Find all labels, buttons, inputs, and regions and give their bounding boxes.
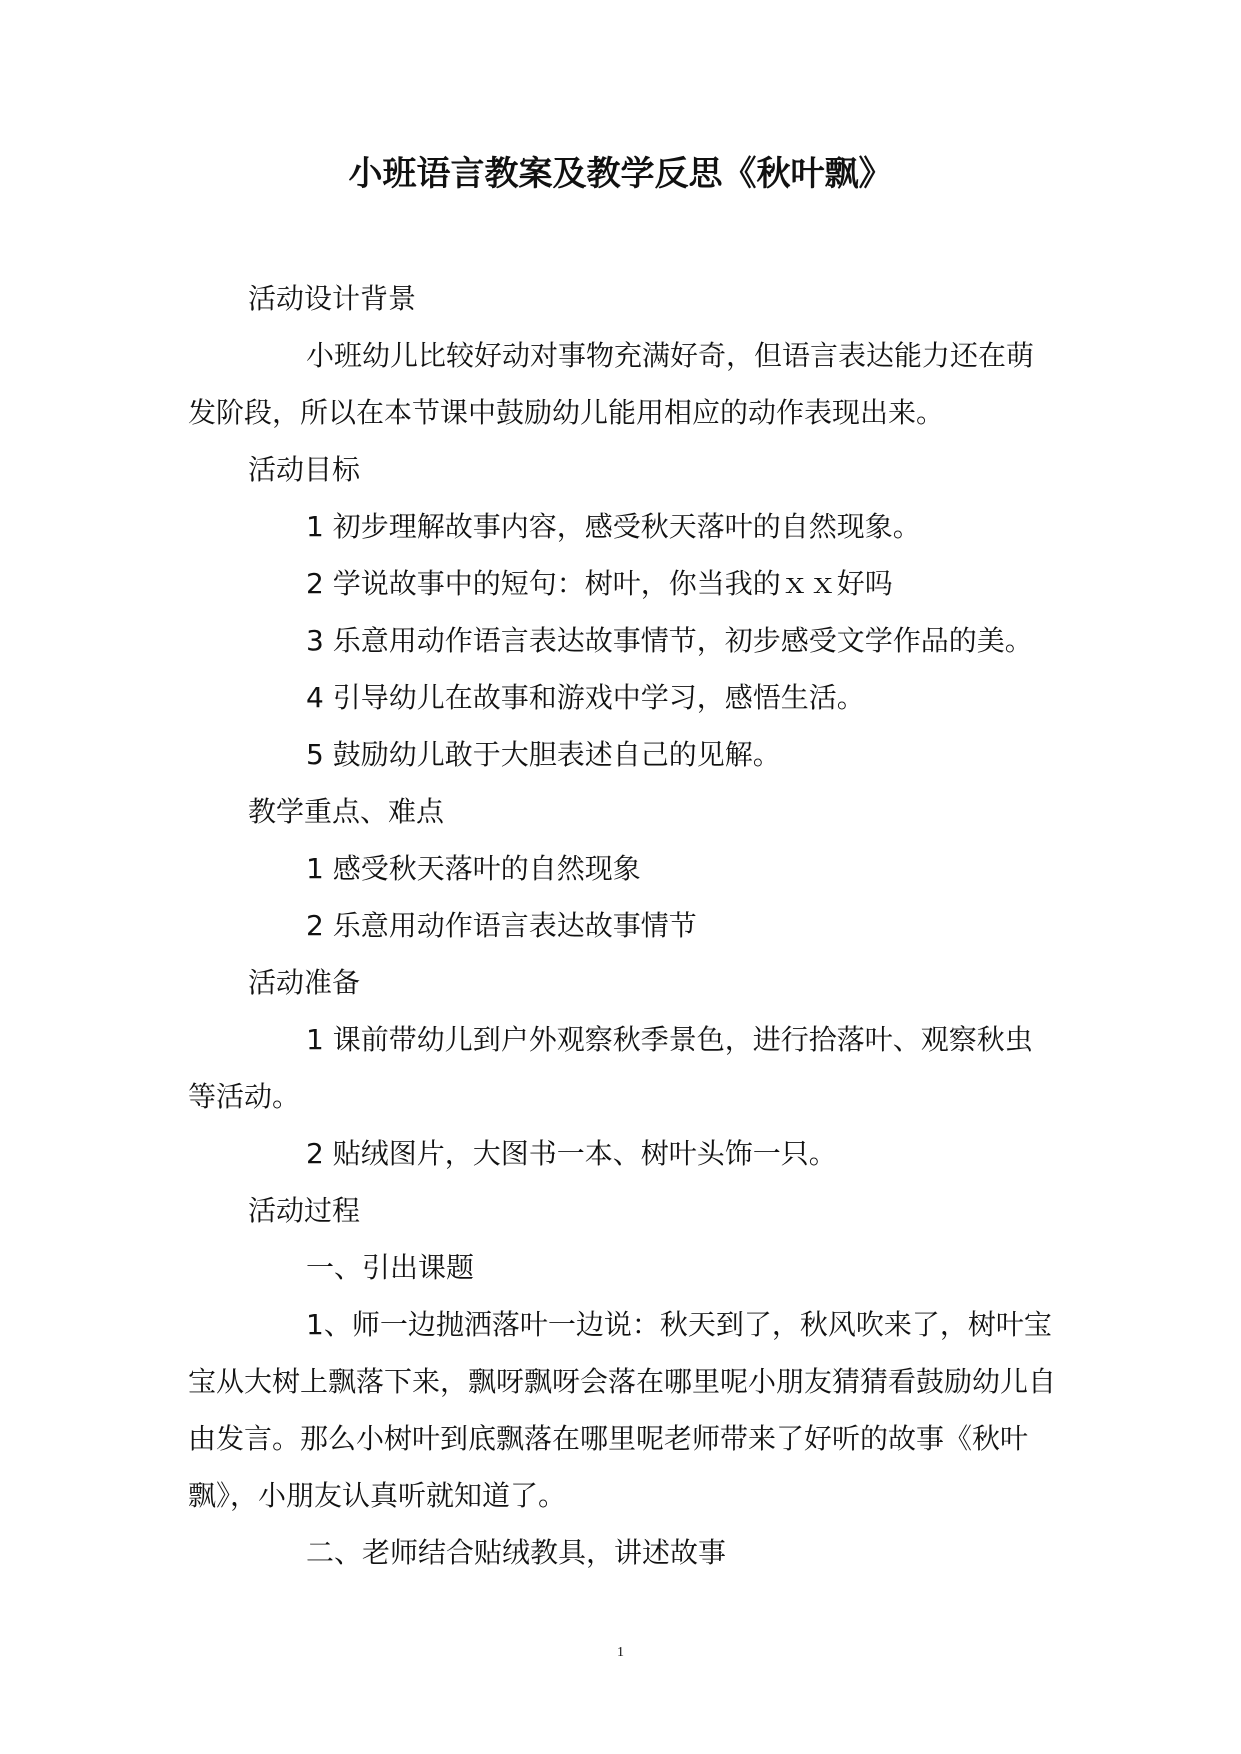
process-step-title: 二、老师结合贴绒教具，讲述故事	[306, 1536, 727, 1569]
goal-item: 4 引导幼儿在故事和游戏中学习，感悟生活。	[306, 681, 865, 714]
key-point-item: 1 感受秋天落叶的自然现象	[306, 852, 641, 885]
section-heading-key-points: 教学重点、难点	[248, 795, 445, 828]
preparation-item: 2 贴绒图片，大图书一本、树叶头饰一只。	[306, 1137, 837, 1170]
section-heading-preparation: 活动准备	[248, 966, 361, 999]
goal-item: 2 学说故事中的短句：树叶，你当我的ｘｘ好吗	[306, 567, 893, 600]
goal-item: 3 乐意用动作语言表达故事情节，初步感受文学作品的美。	[306, 624, 1033, 657]
section-heading-process: 活动过程	[248, 1194, 361, 1227]
process-step-paragraph: 1、师一边抛洒落叶一边说：秋天到了，秋风吹来了，树叶宝宝从大树上飘落下来，飘呀飘呀会落在哪里呢小朋友猜猜看鼓励幼儿自由发言。那么小树叶到底飘落在哪里呢老师带来了好听的故事《秋叶飘》，小朋友认真听就知道了。	[188, 1308, 1057, 1512]
key-point-item: 2 乐意用动作语言表达故事情节	[306, 909, 697, 942]
document-body	[188, 270, 1058, 1581]
process-step-title: 一、引出课题	[306, 1251, 475, 1284]
preparation-item: 1 课前带幼儿到户外观察秋季景色，进行拾落叶、观察秋虫等活动。	[188, 1023, 1033, 1113]
page-number: 1	[617, 1645, 624, 1660]
goal-item: 1 初步理解故事内容，感受秋天落叶的自然现象。	[306, 510, 921, 543]
section-heading-goals: 活动目标	[248, 453, 361, 486]
goal-item: 5 鼓励幼儿敢于大胆表述自己的见解。	[306, 738, 781, 771]
section-heading-background: 活动设计背景	[248, 282, 417, 315]
background-paragraph: 小班幼儿比较好动对事物充满好奇，但语言表达能力还在萌发阶段，所以在本节课中鼓励幼儿能用相应的动作表现出来。	[188, 339, 1035, 429]
document-title: 小班语言教案及教学反思《秋叶飘》	[348, 154, 893, 194]
